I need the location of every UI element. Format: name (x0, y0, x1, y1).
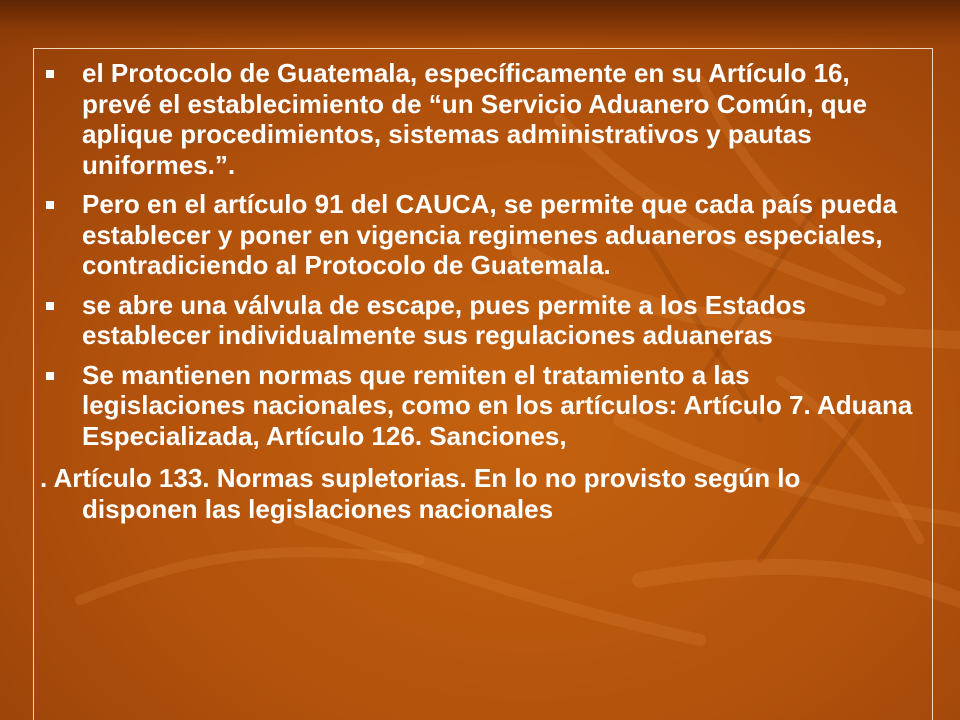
bullet-item-2 (40, 189, 920, 281)
square-bullet-icon (46, 302, 54, 310)
slide-content (40, 58, 920, 524)
top-band (0, 0, 960, 48)
bullet-text-2: Pero en el artículo 91 del CAUCA, se permite que cada país pueda establecer y poner en vigencia regimenes aduaneros especiales, contradiciendo al Protocolo de Guatemala. (82, 189, 897, 280)
bullet-item-4 (40, 360, 920, 452)
bullet-item-3 (40, 290, 920, 351)
bullet-item-1 (40, 58, 920, 180)
bullet-text-1: el Protocolo de Guatemala, específicamente en su Artículo 16, prevé el establecimiento de “un Servicio Aduanero Común, que aplique procedimientos, sistemas administrativos y pautas uniformes.”. (82, 58, 868, 180)
bullet-text-3: se abre una válvula de escape, pues permite a los Estados establecer individualmente sus regulaciones aduaneras (82, 289, 806, 350)
bullet-text-4: Se mantienen normas que remiten el tratamiento a las legislaciones nacionales, como en los artículos: Artículo 7. Aduana Especializada, Artículo 126. Sanciones, (82, 359, 913, 451)
trailing-paragraph: . Artículo 133. Normas supletorias. En lo no provisto según lo disponen las legislaciones nacionales (40, 463, 801, 524)
square-bullet-icon (46, 70, 54, 78)
square-bullet-icon (46, 201, 54, 209)
square-bullet-icon (46, 372, 54, 380)
